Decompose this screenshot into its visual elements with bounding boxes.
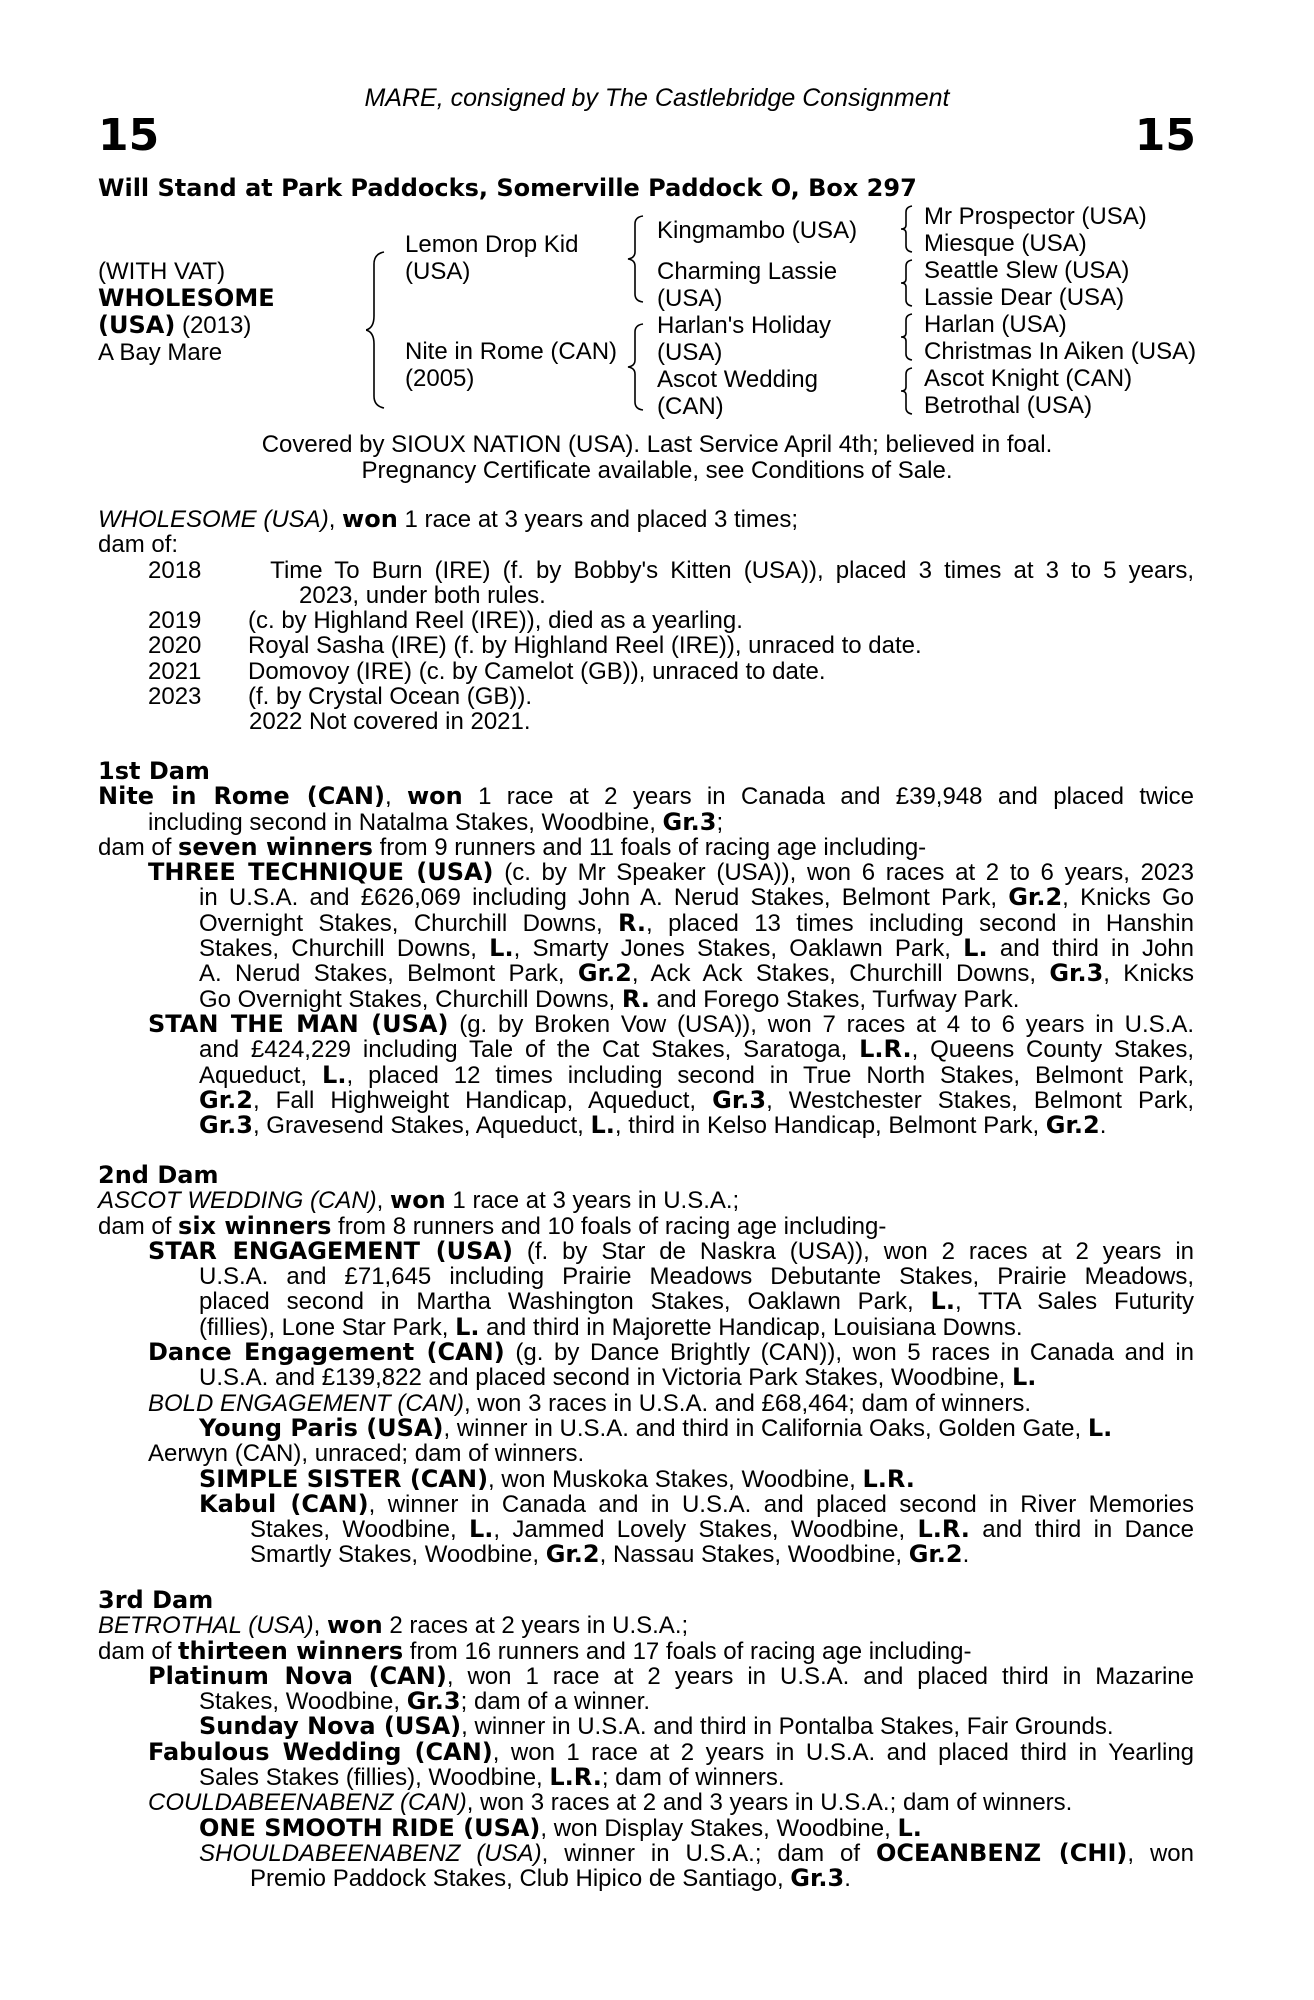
text-line [98, 1765, 1194, 1790]
text-span: six winners [178, 1211, 332, 1240]
progeny-row [98, 633, 1194, 658]
text-span: ONE SMOOTH RIDE (USA) [199, 1813, 541, 1842]
text-line [98, 1441, 1194, 1466]
text-span: 2019 [148, 607, 202, 635]
text-span: , won 3 races in U.S.A. and £68,464; dam of winners. [464, 1389, 1032, 1417]
text-line: 2022 Not covered in 2021. [249, 708, 531, 736]
text-span: SIMPLE SISTER (CAN) [199, 1464, 489, 1493]
text-span: L. [1011, 1363, 1037, 1392]
text-span: placed second in Martha Washington Stakes, Oaklawn Park, [199, 1288, 931, 1316]
progeny-row [98, 558, 1194, 583]
text-span: , Knicks [1103, 960, 1194, 988]
text-span: (c. by Mr Speaker (USA)), won 6 races at 2 to 6 years, 2023 [493, 859, 1194, 887]
text-span: Sales Stakes (fillies), Woodbine, [199, 1764, 550, 1792]
dam-name: Nite in Rome (CAN) [405, 338, 618, 365]
text-line [98, 1866, 1194, 1891]
text-span: Stakes, Woodbine, [250, 1516, 469, 1544]
subject-description: A Bay Mare [98, 339, 223, 366]
text-span: won [406, 782, 463, 811]
text-line [98, 1838, 1194, 1867]
text-span: , won 1 race at 2 years in U.S.A. and placed third in Yearling [492, 1738, 1195, 1766]
text-span: won [342, 505, 398, 533]
text-span: Royal Sasha (IRE) (f. by Highland Reel (IRE)), unraced to date. [248, 632, 922, 660]
text-line [98, 1085, 1194, 1114]
text-span: ; [716, 808, 724, 836]
text-span: dam of [98, 1637, 179, 1665]
second-dam-section [98, 1163, 1194, 1568]
text-span: , won Muskoka Stakes, Woodbine, [488, 1465, 863, 1493]
text-span: L. [897, 1813, 922, 1842]
text-span: Kabul (CAN) [199, 1489, 369, 1518]
text-span: , Nassau Stakes, Woodbine, [599, 1541, 909, 1569]
g4-3: Seattle Slew (USA) [924, 257, 1130, 284]
text-span: L.R. [862, 1464, 915, 1493]
granddam-dam-dam: Ascot Wedding [657, 366, 818, 393]
g4-7: Ascot Knight (CAN) [924, 365, 1133, 392]
text-span: . [962, 1541, 970, 1569]
text-span: L. [455, 1312, 480, 1341]
text-span: R. [618, 908, 647, 937]
text-span: Gr.2 [545, 1540, 600, 1569]
text-span: Gr.2 [1045, 1111, 1100, 1140]
text-span: U.S.A. and £71,645 including Prairie Meadows Debutante Stakes, Prairie Meadows, [199, 1263, 1194, 1291]
text-line [98, 860, 1194, 885]
text-line [98, 1613, 1194, 1638]
text-span: , winner in Canada and in U.S.A. and placed second in River Memories [368, 1490, 1194, 1518]
text-span: , winner in U.S.A. and third in Pontalba Stakes, Fair Grounds. [461, 1713, 1114, 1741]
pedigree-bracket-dam [627, 322, 649, 412]
text-span: (g. by Dance Brightly (CAN)), won 5 races in Canada and in [504, 1339, 1194, 1367]
text-span: , Gravesend Stakes, Aqueduct, [252, 1112, 591, 1140]
section-heading: 3rd Dam [98, 1586, 214, 1614]
text-line [98, 1289, 1194, 1314]
text-line: 2023, under both rules. [299, 581, 546, 609]
text-span: Gr.2 [1008, 883, 1063, 912]
text-span: , Smarty Jones Stakes, Oaklawn Park, [513, 935, 964, 963]
text-span: Premio Paddock Stakes, Club Hipico de Santiago, [250, 1865, 791, 1893]
text-span: and third in Majorette Handicap, Louisiana Downs. [479, 1313, 1023, 1341]
text-span: (USA) [98, 311, 176, 339]
text-span: Aqueduct, [199, 1061, 323, 1089]
text-span: 1 race at 3 years and placed 3 times; [397, 506, 798, 533]
text-line [98, 1813, 1194, 1842]
g4-4: Lassie Dear (USA) [924, 284, 1125, 311]
text-span: and Forego Stakes, Turfway Park. [649, 985, 1020, 1013]
text-span: in U.S.A. and £626,069 including John A. Nerud Stakes, Belmont Park, [199, 884, 1009, 912]
text-span: L. [963, 934, 988, 963]
text-line [98, 1391, 1194, 1416]
progeny-row [98, 608, 1194, 633]
text-span: , Fall Highweight Handicap, Aqueduct, [252, 1086, 713, 1114]
pedigree-bracket-g4b [900, 258, 916, 308]
text-span: L. [322, 1060, 347, 1089]
text-span: , [376, 1187, 391, 1215]
text-span: including second in Natalma Stakes, Woodbine, [148, 808, 663, 836]
text-span: L. [590, 1111, 615, 1140]
text-span: (c. by Highland Reel (IRE)), died as a yearling. [248, 607, 743, 635]
text-span: thirteen winners [178, 1636, 404, 1665]
subject-origin-year [98, 312, 251, 339]
g4-2: Miesque (USA) [924, 230, 1087, 257]
text-span: 2 races at 2 years in U.S.A.; [382, 1612, 689, 1640]
text-span: (f. by Crystal Ocean (GB)). [248, 683, 533, 711]
text-line [98, 1636, 1194, 1665]
text-span: WHOLESOME (USA) [98, 506, 329, 533]
text-span: Gr.3 [199, 1111, 253, 1140]
text-span: (2013) [175, 312, 252, 339]
text-span: won [326, 1611, 383, 1640]
text-span: dam of [98, 833, 179, 861]
text-span: , winner in U.S.A. and third in California Oaks, Golden Gate, [443, 1414, 1088, 1442]
g4-5: Harlan (USA) [924, 311, 1067, 338]
text-span: STAN THE MAN (USA) [148, 1009, 449, 1038]
text-span: L.R. [549, 1763, 602, 1792]
text-span: . [1099, 1112, 1107, 1140]
mare-record [98, 507, 1194, 735]
text-span: 2020 [148, 632, 202, 660]
text-span: and £424,229 including Tale of the Cat Stakes, Saratoga, [199, 1036, 860, 1064]
g4-6: Christmas In Aiken (USA) [924, 338, 1197, 365]
pedigree-bracket-main [366, 250, 390, 410]
text-span: from 9 runners and 11 foals of racing age including- [372, 833, 927, 861]
text-span: L.R. [917, 1515, 970, 1544]
text-span: 2023 [148, 683, 202, 711]
text-span: from 8 runners and 10 foals of racing age including- [331, 1212, 887, 1240]
text-span: ASCOT WEDDING (CAN) [98, 1187, 377, 1215]
text-line [98, 1236, 1194, 1265]
vat-label: (WITH VAT) [98, 258, 226, 285]
text-span: L. [489, 934, 514, 963]
grandsire-dam-sire: Harlan's Holiday [657, 312, 831, 339]
text-span: U.S.A. and £139,822 and placed second in Victoria Park Stakes, Woodbine, [199, 1364, 1012, 1392]
covering-note: Covered by SIOUX NATION (USA). Last Service April 4th; believed in foal. Pregnancy Certificate available, see Conditions of Sale. [261, 431, 1053, 484]
text-span: (g. by Broken Vow (USA)), won 7 races at 4 to 6 years in U.S.A. [448, 1010, 1194, 1038]
text-span: Overnight Stakes, Churchill Downs, [199, 909, 618, 937]
section-heading: 1st Dam [98, 757, 210, 785]
text-span: 1 race at 2 years in Canada and £39,948 and placed twice [462, 783, 1195, 811]
text-span: Smartly Stakes, Woodbine, [250, 1541, 546, 1569]
g4-1: Mr Prospector (USA) [924, 203, 1147, 230]
text-span: , Queens County Stakes, [911, 1036, 1195, 1064]
text-span: , [384, 783, 407, 811]
text-span: L. [1087, 1413, 1113, 1442]
text-span: ; dam of a winner. [460, 1688, 651, 1716]
lot-number-left: 15 [98, 110, 160, 161]
text-span: BOLD ENGAGEMENT (CAN) [148, 1389, 465, 1417]
lot-number-right: 15 [1134, 110, 1196, 161]
granddam-sire-dam-origin: (USA) [657, 285, 723, 312]
text-span: Go Overnight Stakes, Churchill Downs, [199, 985, 622, 1013]
pedigree-bracket-sire [627, 214, 649, 304]
text-span: Gr.3 [662, 807, 717, 836]
text-span: , third in Kelso Handicap, Belmont Park, [614, 1112, 1046, 1140]
text-line [98, 1413, 1194, 1442]
text-line [98, 1113, 1194, 1138]
stand-location: Will Stand at Park Paddocks, Somerville Paddock O, Box 297 [98, 174, 917, 202]
text-span: , won Display Stakes, Woodbine, [540, 1814, 898, 1842]
text-span: and third in John [987, 935, 1195, 963]
text-span: , won [1127, 1839, 1194, 1867]
text-line [98, 1790, 1194, 1815]
text-span: , [328, 506, 343, 533]
progeny-row [98, 684, 1194, 709]
pedigree-bracket-g4c [900, 312, 916, 362]
text-line [98, 984, 1194, 1013]
text-span: . [844, 1865, 851, 1893]
text-span: Gr.3 [790, 1864, 845, 1893]
section-heading: 2nd Dam [98, 1161, 219, 1189]
text-span: Domovoy (IRE) (c. by Camelot (GB)), unraced to date. [248, 657, 826, 685]
text-line [98, 1689, 1194, 1714]
text-line [98, 1714, 1194, 1739]
text-span: Gr.2 [908, 1540, 963, 1569]
text-line [98, 1060, 1195, 1089]
text-line [98, 1264, 1194, 1289]
text-span: , won 1 race at 2 years in U.S.A. and placed third in Mazarine [446, 1662, 1194, 1690]
text-line [98, 1661, 1194, 1690]
text-line [98, 1464, 1194, 1493]
text-span: L. [469, 1515, 494, 1544]
text-span: 2018 [148, 556, 202, 584]
text-line [98, 908, 1194, 937]
text-span: ; dam of winners. [601, 1764, 785, 1792]
sire-origin: (USA) [405, 258, 471, 285]
text-line [98, 961, 1194, 986]
text-span: L.R. [859, 1035, 912, 1064]
text-line [98, 832, 1194, 861]
progeny-row [98, 659, 1194, 684]
text-span: Gr.3 [406, 1687, 461, 1716]
text-span: Gr.2 [577, 959, 632, 988]
subject-name: WHOLESOME [98, 284, 275, 312]
text-line [98, 1009, 1194, 1038]
text-line [98, 1517, 1194, 1542]
text-span: Gr.3 [712, 1085, 767, 1114]
text-line [98, 507, 1194, 532]
text-line [98, 1542, 1194, 1567]
text-span: Stakes, Woodbine, [199, 1688, 407, 1716]
text-line [98, 784, 1194, 809]
text-span: seven winners [178, 832, 373, 861]
text-span: Young Paris (USA) [199, 1413, 444, 1442]
text-span: STAR ENGAGEMENT (USA) [148, 1236, 513, 1265]
text-line [98, 936, 1194, 961]
text-line: dam of: [98, 531, 179, 559]
text-span: , placed 13 times including second in Hanshin [646, 909, 1194, 937]
first-dam-section [98, 759, 1194, 1138]
text-span: OCEANBENZ (CHI) [875, 1838, 1128, 1867]
text-span: (fillies), Lone Star Park, [199, 1313, 456, 1341]
text-span: Fabulous Wedding (CAN) [148, 1737, 493, 1766]
text-line [98, 1312, 1194, 1341]
text-line [98, 1340, 1194, 1365]
grandsire-dam-sire-origin: (USA) [657, 339, 723, 366]
text-span: COULDABEENABENZ (CAN) [148, 1789, 467, 1817]
text-line [98, 807, 1194, 836]
text-line [98, 1365, 1194, 1390]
text-span: BETROTHAL (USA) [98, 1612, 314, 1640]
text-line [98, 1489, 1194, 1518]
text-span: Gr.2 [199, 1085, 253, 1114]
text-span: Platinum Nova (CAN) [148, 1661, 447, 1690]
granddam-sire-sire: Kingmambo (USA) [657, 217, 858, 244]
text-span: Sunday Nova (USA) [199, 1712, 462, 1741]
third-dam-section [98, 1588, 1194, 1892]
text-line [98, 1037, 1194, 1062]
text-span: 2021 [148, 657, 202, 685]
text-span: , won 3 races at 2 and 3 years in U.S.A.; dam of winners. [466, 1789, 1073, 1817]
text-span: 1 race at 3 years in U.S.A.; [445, 1187, 740, 1215]
text-span: (f. by Star de Naskra (USA)), won 2 races at 2 years in [512, 1237, 1194, 1265]
text-span: A. Nerud Stakes, Belmont Park, [199, 960, 578, 988]
text-span: SHOULDABEENABENZ (USA) [199, 1839, 542, 1867]
pedigree-bracket-g4a [900, 204, 916, 254]
g4-8: Betrothal (USA) [924, 392, 1093, 419]
text-span: , placed 12 times including second in True North Stakes, Belmont Park, [346, 1061, 1195, 1089]
text-span: dam of [98, 1212, 179, 1240]
text-span: Stakes, Churchill Downs, [199, 935, 490, 963]
text-span: Nite in Rome (CAN) [98, 782, 385, 811]
text-span: , Ack Ack Stakes, Churchill Downs, [631, 960, 1050, 988]
text-line [98, 1188, 1194, 1213]
text-span: won [390, 1186, 446, 1215]
text-span: , Westchester Stakes, Belmont Park, [766, 1086, 1194, 1114]
text-span: , [313, 1612, 327, 1640]
granddam-dam-dam-origin: (CAN) [657, 393, 724, 420]
pedigree-bracket-g4d [900, 366, 916, 416]
text-span: , TTA Sales Futurity [954, 1288, 1194, 1316]
text-span: and third in Dance [969, 1516, 1194, 1544]
lot-subtitle: MARE, consigned by The Castlebridge Consignment [364, 84, 950, 112]
text-span: Time To Burn (IRE) (f. by Bobby's Kitten (USA)), placed 3 times at 3 to 5 years, [270, 556, 1194, 584]
text-span: , winner in U.S.A.; dam of [541, 1839, 876, 1867]
text-line [98, 1737, 1195, 1766]
text-span: from 16 runners and 17 foals of racing age including- [403, 1637, 972, 1665]
dam-year: (2005) [405, 365, 475, 392]
text-span: Aerwyn (CAN), unraced; dam of winners. [148, 1440, 585, 1468]
text-line [98, 1211, 1194, 1240]
text-line [98, 885, 1194, 910]
text-span: , Jammed Lovely Stakes, Woodbine, [493, 1516, 918, 1544]
text-span: R. [621, 984, 650, 1013]
text-span: L. [930, 1287, 955, 1316]
granddam-sire-dam: Charming Lassie [657, 258, 838, 285]
text-span: , Knicks Go [1062, 884, 1194, 912]
text-span: Dance Engagement (CAN) [148, 1338, 505, 1367]
text-span: THREE TECHNIQUE (USA) [148, 858, 494, 887]
text-span: Gr.3 [1049, 959, 1104, 988]
sire-name: Lemon Drop Kid [405, 231, 579, 258]
